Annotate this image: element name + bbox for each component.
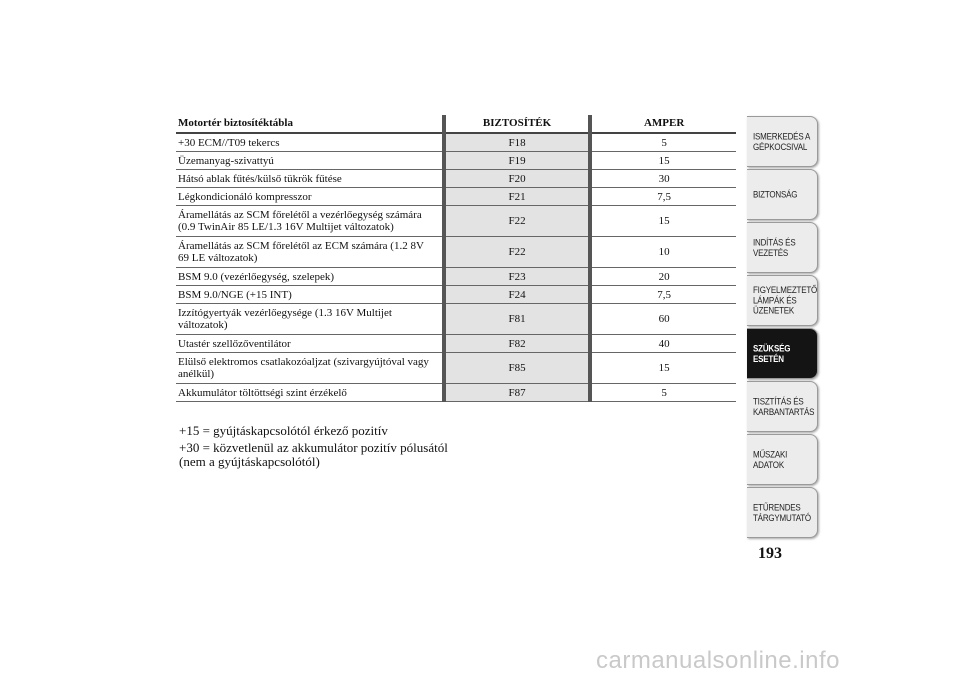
fuse-table <box>176 115 736 402</box>
tab-tisztitas[interactable] <box>747 381 818 432</box>
row-fuse: F20 <box>444 170 590 188</box>
tab-szukseg-eseten[interactable] <box>747 328 818 379</box>
row-description: BSM 9.0/NGE (+15 INT) <box>176 286 444 304</box>
row-fuse: F18 <box>444 133 590 152</box>
table-row <box>176 286 736 304</box>
row-fuse: F24 <box>444 286 590 304</box>
table-row <box>176 170 736 188</box>
row-fuse: F82 <box>444 335 590 353</box>
row-fuse: F21 <box>444 188 590 206</box>
row-fuse: F87 <box>444 384 590 402</box>
row-amp: 40 <box>590 335 736 353</box>
row-amp: 7,5 <box>590 286 736 304</box>
tab-label: ISMERKEDÉS A GÉPKOCSIVAL <box>753 131 811 152</box>
row-fuse: F22 <box>444 237 590 268</box>
footnote-plus30: +30 = közvetlenül az akkumulátor pozitív pólusától (nem a gyújtáskapcsolótól) <box>179 440 448 469</box>
row-amp: 15 <box>590 353 736 384</box>
footnotes <box>179 424 469 472</box>
row-amp: 5 <box>590 384 736 402</box>
tab-inditas[interactable] <box>747 222 818 273</box>
watermark-text: carmanualsonline.info <box>596 647 840 674</box>
table-row <box>176 206 736 237</box>
table-row <box>176 335 736 353</box>
row-amp: 20 <box>590 268 736 286</box>
table-row <box>176 384 736 402</box>
row-amp: 60 <box>590 304 736 335</box>
page-number: 193 <box>758 545 782 562</box>
row-fuse: F81 <box>444 304 590 335</box>
footnote-plus15: +15 = gyújtáskapcsolótól érkező pozitív <box>179 423 388 438</box>
row-amp: 5 <box>590 133 736 152</box>
table-row <box>176 237 736 268</box>
row-description: Hátsó ablak fűtés/külső tükrök fűtése <box>176 170 444 188</box>
row-amp: 15 <box>590 206 736 237</box>
row-amp: 7,5 <box>590 188 736 206</box>
row-description: Áramellátás az SCM főrelétől az ECM számára (1.2 8V 69 LE változatok) <box>176 237 444 268</box>
tab-label: ETŰRENDES TÁRGYMUTATÓ <box>753 502 811 523</box>
header-description: Motortér biztosítéktábla <box>176 115 444 133</box>
table-row <box>176 152 736 170</box>
row-description: Utastér szellőzőventilátor <box>176 335 444 353</box>
tab-label: BIZTONSÁG <box>753 189 798 200</box>
row-fuse: F22 <box>444 206 590 237</box>
table-row <box>176 353 736 384</box>
chapter-tabs <box>747 116 818 540</box>
row-description: Áramellátás az SCM főrelétől a vezérlőegység számára (0.9 TwinAir 85 LE/1.3 16V Multijet változatok) <box>176 206 444 237</box>
row-description: Akkumulátor töltöttségi szint érzékelő <box>176 384 444 402</box>
tab-label: MŰSZAKI ADATOK <box>753 449 788 470</box>
tab-label: SZÜKSÉG ESETÉN <box>753 343 791 364</box>
table-header-row <box>176 115 736 133</box>
row-description: +30 ECM//T09 tekercs <box>176 133 444 152</box>
row-amp: 10 <box>590 237 736 268</box>
row-description: Légkondicionáló kompresszor <box>176 188 444 206</box>
table-row <box>176 304 736 335</box>
row-fuse: F85 <box>444 353 590 384</box>
row-amp: 15 <box>590 152 736 170</box>
tab-muszaki-adatok[interactable] <box>747 434 818 485</box>
row-description: Üzemanyag-szivattyú <box>176 152 444 170</box>
tab-figyelmezteto[interactable] <box>747 275 818 326</box>
tab-label: TISZTÍTÁS ÉS KARBANTARTÁS <box>753 396 815 417</box>
tab-ismerkedes[interactable] <box>747 116 818 167</box>
tab-biztonsag[interactable] <box>747 169 818 220</box>
tab-targymutato[interactable] <box>747 487 818 538</box>
row-amp: 30 <box>590 170 736 188</box>
tab-label: INDÍTÁS ÉS VEZETÉS <box>753 237 796 258</box>
header-fuse: BIZTOSÍTÉK <box>444 115 590 133</box>
row-fuse: F23 <box>444 268 590 286</box>
header-amp: AMPER <box>590 115 736 133</box>
table-row <box>176 188 736 206</box>
table-row <box>176 133 736 152</box>
row-description: Izzítógyertyák vezérlőegysége (1.3 16V Multijet változatok) <box>176 304 444 335</box>
row-fuse: F19 <box>444 152 590 170</box>
row-description: Elülső elektromos csatlakozóaljzat (szivargyújtóval vagy anélkül) <box>176 353 444 384</box>
tab-label: FIGYELMEZTETŐ LÁMPÁK ÉS ÜZENETEK <box>753 284 818 317</box>
table-row <box>176 268 736 286</box>
row-description: BSM 9.0 (vezérlőegység, szelepek) <box>176 268 444 286</box>
